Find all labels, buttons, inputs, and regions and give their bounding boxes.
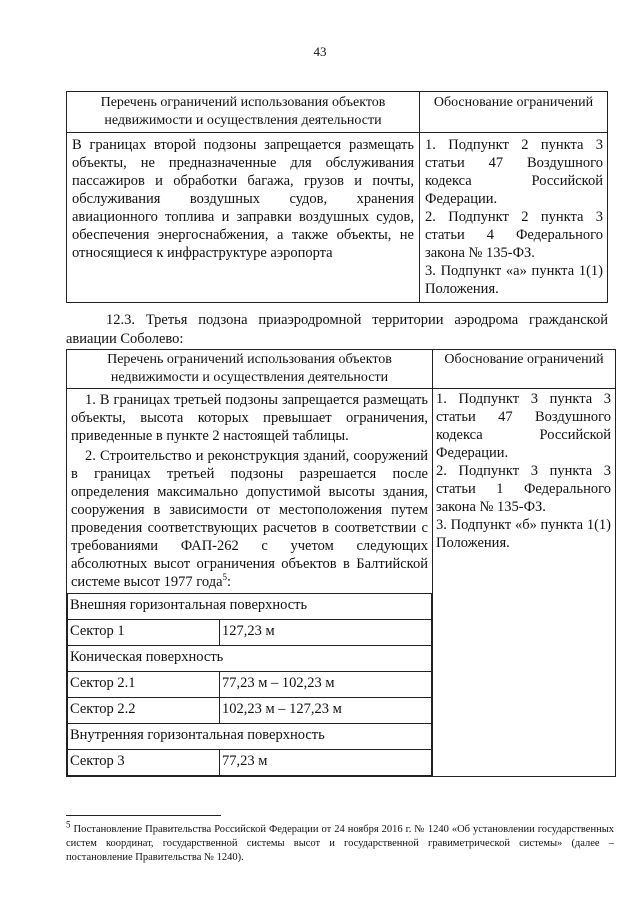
restrictions-table-subzone-3	[66, 349, 616, 777]
sector-name: Сектор 3	[68, 750, 220, 776]
table1-basis-item: 1. Подпункт 2 пункта 3 статьи 47 Воздушного кодекса Российской Федерации.	[425, 137, 603, 207]
page-number: 43	[313, 44, 327, 59]
table2-header-left: Перечень ограничений использования объектов недвижимости и осуществления деятельности	[67, 350, 433, 389]
sector-height: 127,23 м	[220, 620, 432, 646]
table1-restriction-text: В границах второй подзоны запрещается размещать объекты, не предназначенные для обслуживания пассажиров и обработки багажа, грузов и почты, обслуживания воздушных судов, хранения авиационного топлива и заправки воздушных судов, обеспечения энергоснабжения, а также объекты, не относящиеся к инфраструктуре аэропорта	[67, 133, 420, 303]
sector-height: 77,23 м	[220, 750, 432, 776]
section-12-3-heading: 12.3. Третья подзона приаэродромной территории аэродрома гражданской авиации Соболево:	[66, 312, 608, 347]
table2-header-right: Обоснование ограничений	[433, 350, 616, 389]
footnote-marker: 5	[66, 819, 71, 830]
sector-height: 77,23 м – 102,23 м	[220, 672, 432, 698]
table2-basis-item: 3. Подпункт «б» пункта 1(1) Положения.	[436, 517, 611, 551]
sector-name: Сектор 1	[68, 620, 220, 646]
surface-title: Внутренняя горизонтальная поверхность	[68, 724, 432, 750]
footnote	[66, 819, 614, 865]
restriction-paragraph-2	[67, 445, 432, 593]
table1-basis-item: 3. Подпункт «а» пункта 1(1) Положения.	[425, 263, 603, 297]
surface-title: Коническая поверхность	[68, 646, 432, 672]
restriction-paragraph-2-text: 2. Строительство и реконструкция зданий, сооружений в границах третьей подзоны разрешается после определения максимально допустимой высоты здания, сооружения в зависимости от местоположения путем проведения соответствующих расчетов в соответствии с требованиями ФАП-262 с учетом следующих абсолютных высот ограничения объектов в Балтийской системе высот 1977 года	[71, 448, 428, 590]
footnote-ref: 5	[222, 572, 228, 583]
table1-basis-cell	[420, 133, 608, 303]
height-limits-table	[67, 593, 432, 776]
table2-basis-item: 1. Подпункт 3 пункта 3 статьи 47 Воздушного кодекса Российской Федерации.	[436, 391, 611, 461]
footnote-text: Постановление Правительства Российской Федерации от 24 ноября 2016 г. № 1240 «Об установлении государственных систем координат, государственной системы высот и государственной гравиметрической системы» (далее – постановление Правительства № 1240).	[66, 824, 614, 863]
sector-height: 102,23 м – 127,23 м	[220, 698, 432, 724]
table2-restriction-cell	[67, 389, 433, 777]
restriction-paragraph-1: 1. В границах третьей подзоны запрещается размещать объекты, высота которых превышает ограничения, приведенные в пункте 2 настоящей таблицы.	[71, 392, 428, 444]
table2-basis-cell	[433, 389, 616, 777]
restriction-paragraph-2-end: :	[227, 574, 232, 590]
sector-name: Сектор 2.1	[68, 672, 220, 698]
table2-basis-item: 2. Подпункт 3 пункта 3 статьи 1 Федерального закона № 135-ФЗ.	[436, 463, 611, 515]
sector-name: Сектор 2.2	[68, 698, 220, 724]
footnote-divider	[66, 815, 221, 816]
surface-title: Внешняя горизонтальная поверхность	[68, 594, 432, 620]
table1-header-right: Обоснование ограничений	[420, 92, 608, 133]
table1-basis-item: 2. Подпункт 2 пункта 3 статьи 4 Федерального закона № 135-ФЗ.	[425, 209, 603, 261]
table1-header-left: Перечень ограничений использования объектов недвижимости и осуществления деятельности	[67, 92, 420, 133]
restrictions-table-subzone-2	[66, 91, 608, 303]
